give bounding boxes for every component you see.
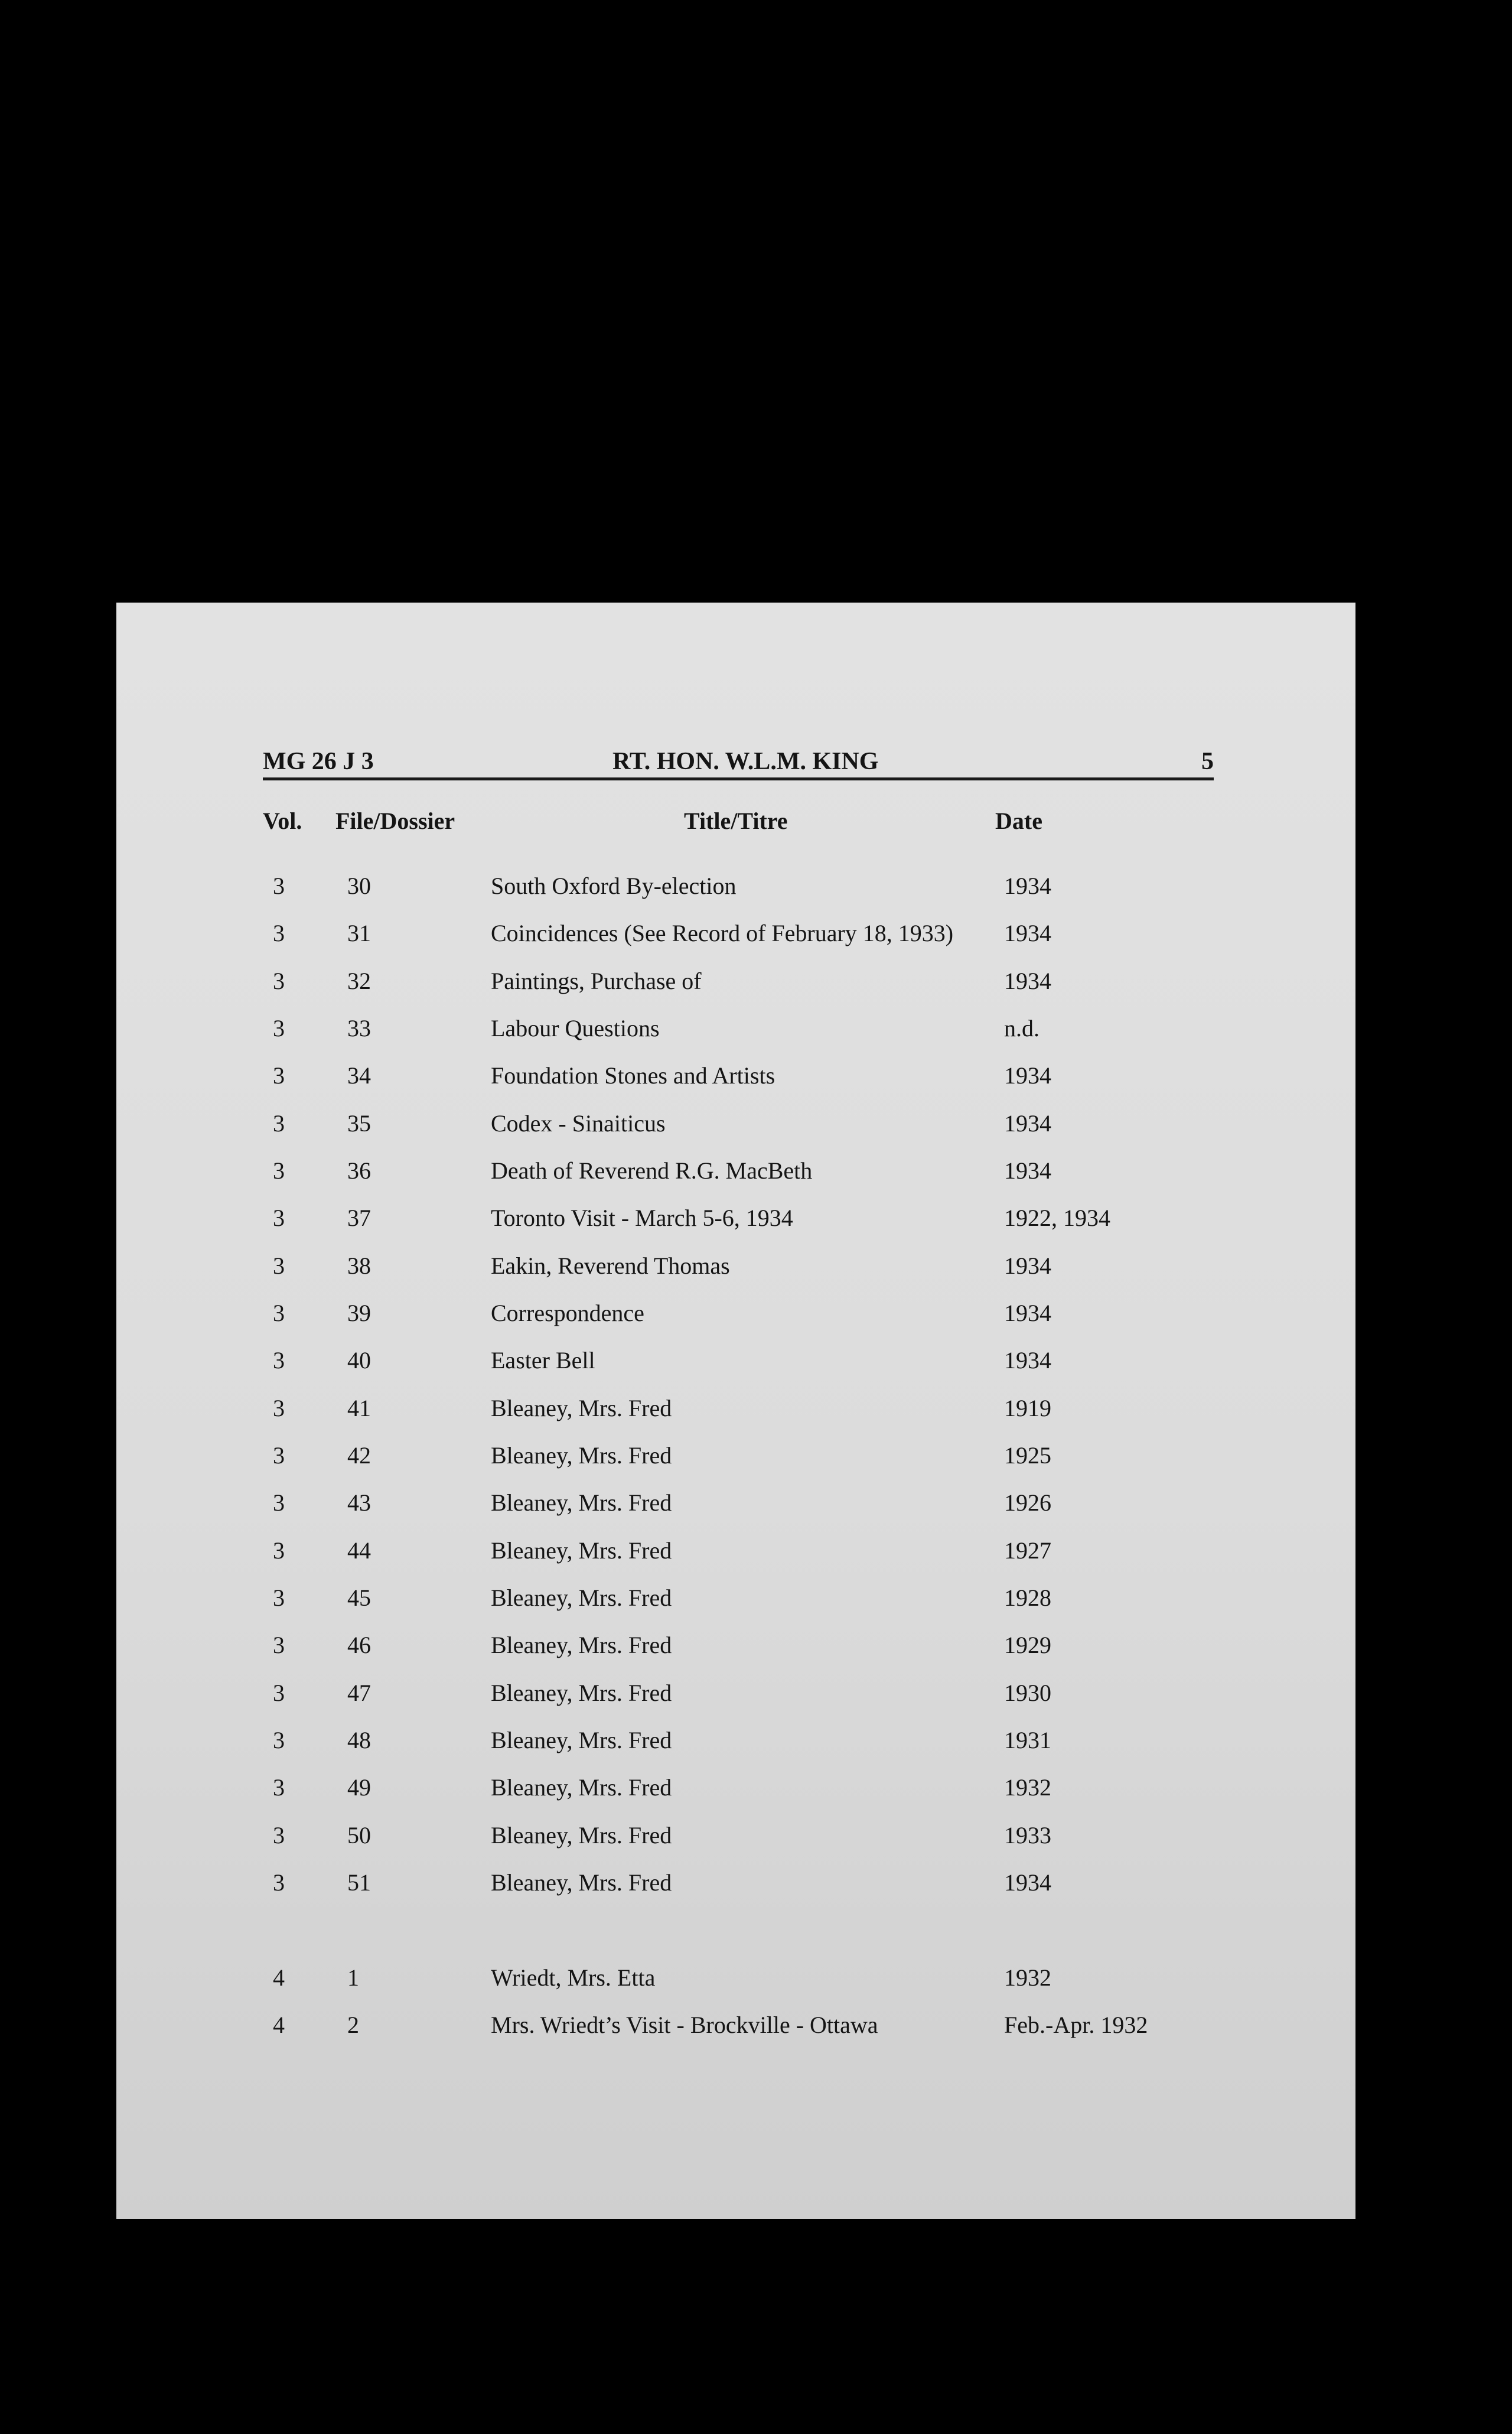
row-title: Easter Bell	[491, 1347, 595, 1374]
table-row	[0, 916, 1512, 951]
table-row	[0, 1391, 1512, 1426]
row-file: 2	[347, 2012, 359, 2038]
row-file: 51	[347, 1869, 371, 1896]
table-row	[0, 2007, 1512, 2043]
row-vol: 3	[273, 1442, 285, 1469]
row-file: 45	[347, 1584, 371, 1611]
table-row	[0, 1723, 1512, 1758]
row-title: Coincidences (See Record of February 18, 1933)	[491, 920, 954, 946]
table-row	[0, 1960, 1512, 1996]
row-file: 38	[347, 1252, 371, 1279]
row-date: 1925	[1004, 1442, 1051, 1469]
row-title: Bleaney, Mrs. Fred	[491, 1395, 672, 1421]
row-file: 41	[347, 1395, 371, 1421]
row-date: n.d.	[1004, 1015, 1040, 1042]
table-row	[0, 1675, 1512, 1711]
row-title: Eakin, Reverend Thomas	[491, 1252, 730, 1279]
row-vol: 3	[273, 1727, 285, 1753]
row-title: Bleaney, Mrs. Fred	[491, 1680, 672, 1706]
row-file: 43	[347, 1489, 371, 1516]
row-file: 39	[347, 1300, 371, 1326]
row-file: 42	[347, 1442, 371, 1469]
row-file: 50	[347, 1822, 371, 1849]
row-vol: 3	[273, 1347, 285, 1374]
row-date: 1928	[1004, 1584, 1051, 1611]
row-date: 1932	[1004, 1774, 1051, 1801]
row-date: 1933	[1004, 1822, 1051, 1849]
row-date: 1934	[1004, 968, 1051, 994]
row-date: 1934	[1004, 1300, 1051, 1326]
row-date: 1932	[1004, 1964, 1051, 1991]
row-title: Codex - Sinaiticus	[491, 1110, 666, 1137]
row-title: Bleaney, Mrs. Fred	[491, 1537, 672, 1564]
row-file: 33	[347, 1015, 371, 1042]
row-vol: 3	[273, 1537, 285, 1564]
row-vol: 3	[273, 968, 285, 994]
row-file: 47	[347, 1680, 371, 1706]
row-file: 36	[347, 1157, 371, 1184]
row-file: 34	[347, 1062, 371, 1089]
row-vol: 4	[273, 2012, 285, 2038]
row-date: 1934	[1004, 1110, 1051, 1137]
row-vol: 3	[273, 1252, 285, 1279]
row-date: 1927	[1004, 1537, 1051, 1564]
row-date: 1929	[1004, 1632, 1051, 1658]
table-row	[0, 1580, 1512, 1616]
row-vol: 3	[273, 1015, 285, 1042]
row-vol: 3	[273, 1110, 285, 1137]
row-vol: 3	[273, 1822, 285, 1849]
row-date: 1934	[1004, 1869, 1051, 1896]
table-row	[0, 1058, 1512, 1094]
table-row	[0, 1865, 1512, 1901]
row-title: Bleaney, Mrs. Fred	[491, 1774, 672, 1801]
column-header-date: Date	[995, 808, 1042, 834]
page-number: 5	[1201, 748, 1214, 775]
table-row	[0, 1438, 1512, 1473]
row-title: Foundation Stones and Artists	[491, 1062, 775, 1089]
row-file: 31	[347, 920, 371, 946]
row-date: Feb.-Apr. 1932	[1004, 2012, 1148, 2038]
row-date: 1934	[1004, 920, 1051, 946]
row-date: 1934	[1004, 1157, 1051, 1184]
table-row	[0, 1343, 1512, 1378]
table-row	[0, 1153, 1512, 1189]
table-row	[0, 1628, 1512, 1663]
row-file: 37	[347, 1205, 371, 1231]
column-header-title: Title/Titre	[684, 808, 788, 834]
row-title: Bleaney, Mrs. Fred	[491, 1727, 672, 1753]
row-file: 48	[347, 1727, 371, 1753]
row-date: 1934	[1004, 1252, 1051, 1279]
row-vol: 3	[273, 1774, 285, 1801]
row-vol: 3	[273, 1205, 285, 1231]
table-row	[0, 964, 1512, 999]
row-title: South Oxford By-election	[491, 873, 737, 899]
row-title: Bleaney, Mrs. Fred	[491, 1822, 672, 1849]
row-date: 1930	[1004, 1680, 1051, 1706]
row-file: 32	[347, 968, 371, 994]
row-title: Mrs. Wriedt’s Visit - Brockville - Ottawa	[491, 2012, 878, 2038]
row-file: 30	[347, 873, 371, 899]
table-row	[0, 1296, 1512, 1331]
table-row	[0, 1011, 1512, 1046]
table-row	[0, 1485, 1512, 1521]
row-file: 44	[347, 1537, 371, 1564]
row-date: 1934	[1004, 1062, 1051, 1089]
row-vol: 3	[273, 1157, 285, 1184]
fonds-reference: MG 26 J 3	[263, 748, 374, 775]
row-title: Labour Questions	[491, 1015, 660, 1042]
row-vol: 3	[273, 1632, 285, 1658]
row-vol: 3	[273, 1395, 285, 1421]
column-header-file: File/Dossier	[335, 808, 455, 834]
row-vol: 3	[273, 1489, 285, 1516]
table-row	[0, 1770, 1512, 1805]
table-row	[0, 1200, 1512, 1236]
row-vol: 4	[273, 1964, 285, 1991]
row-title: Paintings, Purchase of	[491, 968, 702, 994]
table-row	[0, 1248, 1512, 1284]
fonds-title: RT. HON. W.L.M. KING	[612, 748, 879, 775]
row-title: Toronto Visit - March 5-6, 1934	[491, 1205, 793, 1231]
row-file: 49	[347, 1774, 371, 1801]
row-title: Bleaney, Mrs. Fred	[491, 1584, 672, 1611]
row-vol: 3	[273, 1869, 285, 1896]
table-row	[0, 1106, 1512, 1141]
row-title: Bleaney, Mrs. Fred	[491, 1489, 672, 1516]
row-date: 1926	[1004, 1489, 1051, 1516]
row-date: 1922, 1934	[1004, 1205, 1110, 1231]
row-vol: 3	[273, 1680, 285, 1706]
row-file: 40	[347, 1347, 371, 1374]
row-title: Bleaney, Mrs. Fred	[491, 1869, 672, 1896]
row-date: 1934	[1004, 873, 1051, 899]
table-row	[0, 1533, 1512, 1569]
row-file: 1	[347, 1964, 359, 1991]
row-date: 1919	[1004, 1395, 1051, 1421]
row-title: Bleaney, Mrs. Fred	[491, 1442, 672, 1469]
row-date: 1931	[1004, 1727, 1051, 1753]
row-vol: 3	[273, 1062, 285, 1089]
row-vol: 3	[273, 1300, 285, 1326]
row-vol: 3	[273, 873, 285, 899]
row-title: Correspondence	[491, 1300, 644, 1326]
row-date: 1934	[1004, 1347, 1051, 1374]
table-row	[0, 868, 1512, 904]
row-file: 35	[347, 1110, 371, 1137]
row-title: Wriedt, Mrs. Etta	[491, 1964, 656, 1991]
column-header-vol: Vol.	[263, 808, 302, 834]
page-header	[263, 746, 1214, 780]
row-title: Bleaney, Mrs. Fred	[491, 1632, 672, 1658]
table-row	[0, 1818, 1512, 1853]
row-vol: 3	[273, 1584, 285, 1611]
row-title: Death of Reverend R.G. MacBeth	[491, 1157, 813, 1184]
row-file: 46	[347, 1632, 371, 1658]
row-vol: 3	[273, 920, 285, 946]
